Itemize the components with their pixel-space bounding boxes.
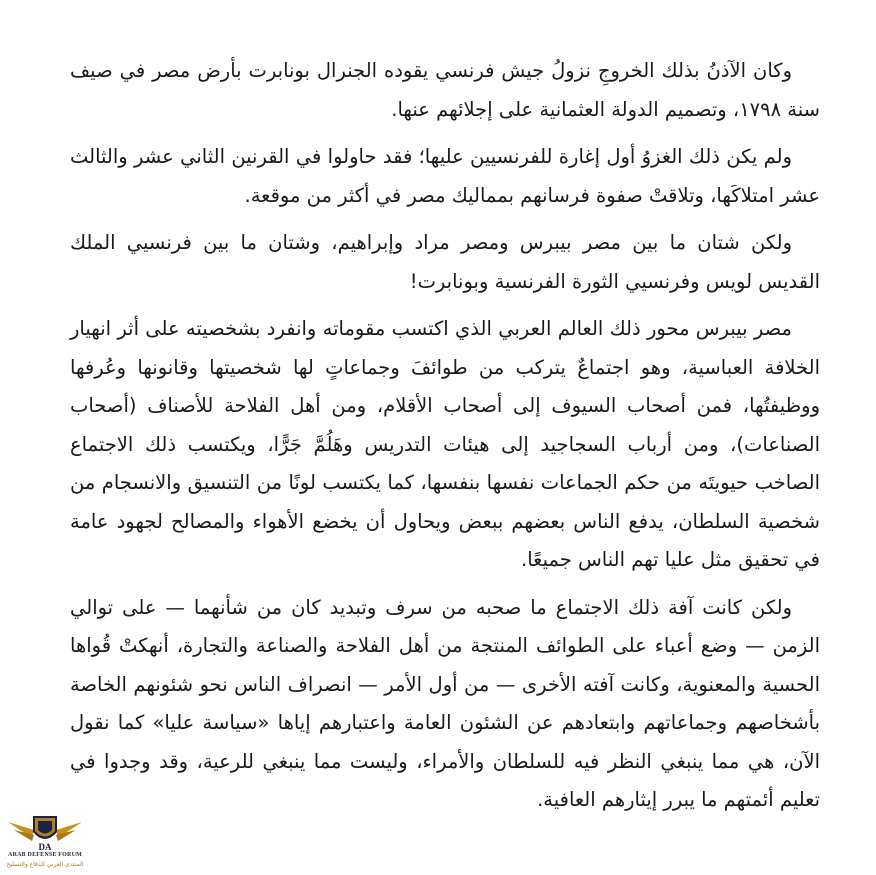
eagle-emblem-icon — [4, 808, 86, 854]
paragraph-3: ولكن شتان ما بين مصر بيبرس ومصر مراد وإبراهيم، وشتان ما بين فرنسيي الملك القديس لويس وفرنسيي الثورة الفرنسية وبونابرت! — [70, 231, 820, 293]
paragraph-1: وكان الآذنُ بذلك الخروجِ نزولُ جيش فرنسي يقوده الجنرال بونابرت بأرض مصر في صيف سنة ١٧٩٨، وتصميم الدولة العثمانية على إجلائهم عنها. — [70, 59, 820, 121]
watermark-name-en: ARAB DEFENSE FORUM — [8, 852, 82, 858]
paragraph-4: مصر بيبرس محور ذلك العالم العربي الذي اكتسب مقوماته وانفرد بشخصيته على أثر انهيار الخلافة العباسية، وهو اجتماعٌ يتركب من طوائفَ وجماعاتٍ لها شخصيتها وقانونها وعُرفها ووظيفتُها، فمن أصحاب السيوف إلى أصحاب الأقلام، ومن أهل الفلاحة للأصناف (أصحاب الصناعات)، ومن أرباب السجاجيد إلى هيئات التدريس وهَلُمَّ جَرًّا، ويكتسب ذلك الاجتماع الصاخب حيويتَه من حكم الجماعات نفسها بنفسها، كما يكتسب لونًا من التنسيق والانسجام من شخصية السلطان، يدفع الناس بعضهم ببعض ويحاول أن يخضع الأهواء والمصالح لجهود عامة في تحقيق مثل عليا تهم الناس جميعًا. — [70, 317, 820, 571]
document-body — [70, 52, 820, 829]
paragraph-2: ولم يكن ذلك الغزوُ أول إغارة للفرنسيين عليها؛ فقد حاولوا في القرنين الثاني عشر والثالث عشر امتلاكَها، وتلاقتْ صفوة فرسانهم بمماليك مصر في أكثر من موقعة. — [70, 145, 820, 207]
watermark-name-ar: المنتدى العربي للدفاع والتسليح — [6, 861, 84, 868]
monogram-text: DA — [38, 842, 52, 852]
watermark-logo — [4, 808, 86, 872]
paragraph-5: ولكن كانت آفة ذلك الاجتماع ما صحبه من سرف وتبديد كان من شأنهما — على توالي الزمن — وضع أعباء على الطوائف المنتجة من أهل الفلاحة والصناعة والتجارة، أنهكتْ قُواها الحسية والمعنوية، وكانت آفته الأخرى — من أول الأمر — انصراف الناس نحو شئونهم الخاصة بأشخاصهم وجماعاتهم وابتعادهم عن الشئون العامة واعتبارهم إياها «سياسة عليا» كما نقول الآن، هي مما ينبغي النظر فيه للسلطان والأمراء، وليست مما ينبغي للرعية، وقد وجدوا في تعليم أئمتهم ما يبرر إيثارهم العافية. — [70, 595, 820, 811]
